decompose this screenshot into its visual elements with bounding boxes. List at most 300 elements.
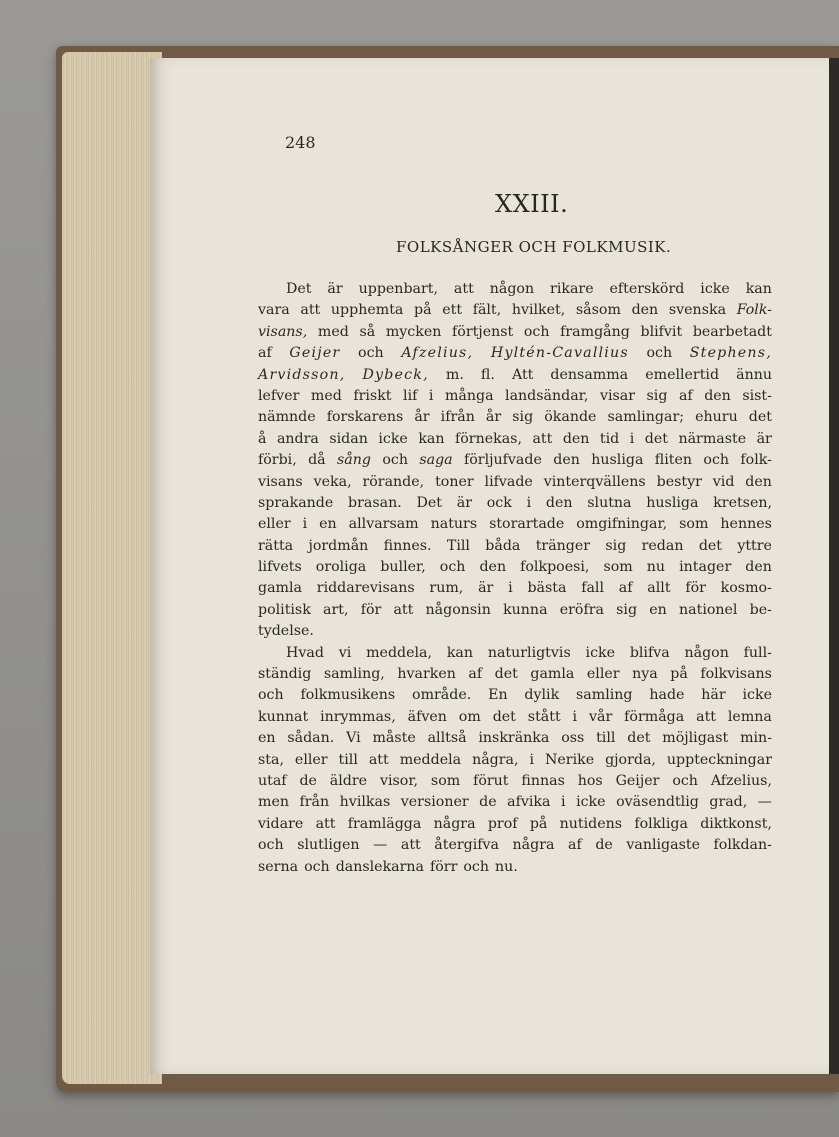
word: på bbox=[414, 302, 432, 319]
word: vinterqvällens bbox=[543, 473, 646, 490]
word: här bbox=[701, 687, 726, 704]
word: af bbox=[618, 580, 633, 597]
word: några bbox=[433, 815, 476, 832]
word: allt bbox=[647, 580, 671, 597]
word: å bbox=[258, 430, 267, 447]
text-line bbox=[258, 386, 772, 407]
word: sta, bbox=[258, 751, 284, 768]
text-line bbox=[258, 450, 772, 471]
word: eller bbox=[294, 751, 328, 768]
word: friskt bbox=[353, 387, 392, 404]
word: är bbox=[478, 580, 494, 597]
text-line bbox=[258, 750, 772, 771]
word: folkmusikens bbox=[300, 687, 396, 704]
word: vår bbox=[589, 708, 613, 725]
word: från bbox=[299, 794, 330, 811]
word: till bbox=[596, 730, 616, 747]
word: de bbox=[299, 772, 317, 789]
word: tid bbox=[599, 430, 620, 447]
word: förr bbox=[430, 858, 458, 875]
word: rikare bbox=[550, 281, 594, 297]
word: yttre bbox=[737, 537, 772, 554]
word: om bbox=[458, 708, 481, 725]
word: den bbox=[704, 387, 731, 404]
word: hos bbox=[577, 772, 603, 789]
word: hade bbox=[649, 687, 685, 704]
word: danslekarna bbox=[335, 858, 425, 875]
word: forskarens bbox=[326, 409, 404, 426]
text-line bbox=[258, 322, 772, 343]
word: Afzelius, bbox=[710, 772, 772, 789]
word: Folk- bbox=[736, 302, 772, 319]
word: och bbox=[463, 858, 489, 875]
word: många bbox=[444, 387, 494, 404]
word: ifrån bbox=[440, 409, 475, 426]
word: visans bbox=[258, 473, 303, 490]
word: och bbox=[703, 452, 730, 469]
word: serna bbox=[258, 858, 299, 875]
chapter-title: FOLKSÅNGER OCH FOLKMUSIK. bbox=[396, 238, 672, 256]
word: och bbox=[646, 345, 673, 362]
chapter-numeral: XXIII. bbox=[495, 190, 569, 218]
text-line bbox=[258, 429, 772, 450]
word: eller bbox=[586, 666, 620, 683]
text-line bbox=[258, 578, 772, 599]
word: Arvidsson, bbox=[258, 366, 346, 383]
word: ett bbox=[442, 302, 463, 319]
word: redan bbox=[641, 537, 684, 554]
word: jordmån bbox=[308, 537, 369, 554]
word: som bbox=[603, 559, 633, 576]
word: och bbox=[672, 772, 698, 789]
word: husliga bbox=[646, 494, 699, 511]
word: med bbox=[317, 323, 349, 340]
word: Stephens, bbox=[689, 345, 772, 362]
word: icke bbox=[576, 794, 606, 811]
text-line bbox=[258, 279, 772, 300]
word: och bbox=[304, 858, 330, 875]
word: allvarsam bbox=[348, 516, 419, 533]
word: fall bbox=[581, 580, 604, 597]
word: sist- bbox=[742, 387, 772, 404]
word: förljufvade bbox=[464, 452, 542, 469]
word: det bbox=[627, 730, 651, 747]
word: icke bbox=[700, 281, 730, 297]
word: på bbox=[670, 666, 688, 683]
word: gjorda, bbox=[605, 751, 656, 768]
text-line bbox=[258, 814, 772, 835]
word: det bbox=[748, 409, 772, 426]
word: det bbox=[644, 430, 668, 447]
word: nationel bbox=[679, 601, 738, 618]
word: naturligtvis bbox=[487, 644, 571, 661]
word: och bbox=[439, 559, 466, 576]
word: lif bbox=[403, 387, 418, 404]
word: i bbox=[302, 516, 308, 533]
word: icke bbox=[378, 430, 408, 447]
word: slutna bbox=[587, 494, 632, 511]
word: naturs bbox=[430, 516, 478, 533]
word: slutligen bbox=[297, 837, 360, 854]
text-line bbox=[258, 472, 772, 493]
word: art, bbox=[323, 601, 349, 618]
word: full- bbox=[743, 644, 772, 661]
word: i bbox=[508, 580, 513, 597]
word: sprakande bbox=[258, 494, 334, 511]
word: Dybeck, bbox=[362, 366, 429, 383]
word: att bbox=[315, 815, 336, 832]
word: den bbox=[745, 559, 772, 576]
word: nya bbox=[632, 666, 658, 683]
word: att bbox=[400, 837, 421, 854]
word: eröfra bbox=[559, 601, 604, 618]
word: förbi, bbox=[258, 452, 297, 469]
word: rum, bbox=[429, 580, 464, 597]
word: det bbox=[494, 666, 518, 683]
word: att bbox=[532, 430, 553, 447]
word: att bbox=[300, 302, 321, 319]
text-line bbox=[258, 300, 772, 321]
word: af bbox=[468, 666, 483, 683]
word: hvilkas bbox=[339, 794, 391, 811]
text-line bbox=[258, 728, 772, 749]
word: det bbox=[492, 708, 516, 725]
text-line bbox=[258, 685, 772, 706]
word: Det bbox=[416, 494, 442, 511]
word: förut bbox=[473, 772, 509, 789]
word: samlingar; bbox=[607, 409, 685, 426]
word: finnas bbox=[521, 772, 565, 789]
text-line bbox=[258, 707, 772, 728]
word: kosmo- bbox=[720, 580, 772, 597]
word: blifva bbox=[629, 644, 670, 661]
word: till bbox=[338, 751, 358, 768]
word: måste bbox=[372, 730, 416, 747]
text-line bbox=[258, 600, 772, 621]
word: för bbox=[685, 580, 706, 597]
word: kan bbox=[418, 430, 445, 447]
word: toner bbox=[435, 473, 474, 490]
word: som bbox=[679, 516, 709, 533]
word: sig bbox=[605, 537, 627, 554]
word: är bbox=[327, 281, 343, 297]
word: år bbox=[414, 409, 430, 426]
word: politisk bbox=[258, 601, 311, 618]
word: i bbox=[629, 430, 635, 447]
word: ehuru bbox=[695, 409, 738, 426]
word: fl. bbox=[480, 366, 495, 383]
word: i bbox=[526, 494, 532, 511]
word: af bbox=[258, 345, 272, 362]
word: framlägga bbox=[347, 815, 422, 832]
word: hvilket, bbox=[511, 302, 566, 319]
word: tydelse. bbox=[258, 623, 314, 640]
text-line bbox=[258, 792, 772, 813]
text-line bbox=[258, 343, 772, 364]
word: kunnat bbox=[258, 708, 309, 725]
word: den bbox=[479, 559, 507, 576]
word: område. bbox=[412, 687, 472, 704]
word: dylik bbox=[524, 687, 560, 704]
word: samling bbox=[576, 687, 633, 704]
word: lemna bbox=[727, 708, 772, 725]
word: finnes. bbox=[383, 537, 432, 554]
word: gamla bbox=[258, 580, 302, 597]
word: brasan. bbox=[348, 494, 402, 511]
word: möjligast bbox=[662, 730, 729, 747]
word: omgifningar, bbox=[576, 516, 668, 533]
word: grad, bbox=[709, 794, 748, 811]
word: utaf bbox=[258, 772, 287, 789]
text-line bbox=[258, 621, 772, 642]
word: för bbox=[360, 601, 382, 618]
word: vid bbox=[712, 473, 735, 490]
word: vi bbox=[338, 644, 352, 661]
word: kretsen, bbox=[713, 494, 772, 511]
word: med bbox=[310, 387, 342, 404]
word: rätta bbox=[258, 537, 294, 554]
word: och bbox=[382, 452, 408, 469]
word: är bbox=[756, 430, 772, 447]
word: meddela, bbox=[366, 644, 433, 661]
word: vara bbox=[258, 302, 290, 319]
word: Nerike bbox=[544, 751, 595, 768]
word: visar bbox=[599, 387, 636, 404]
word: det bbox=[698, 537, 722, 554]
page-edges bbox=[62, 52, 162, 1084]
word: kunna bbox=[503, 601, 548, 618]
word: den bbox=[545, 494, 573, 511]
word: sig bbox=[512, 409, 534, 426]
word: sådan. bbox=[287, 730, 335, 747]
word: kan bbox=[446, 644, 474, 661]
word: bearbetadt bbox=[692, 323, 772, 340]
word: och bbox=[358, 345, 384, 362]
word: hvarken bbox=[397, 666, 456, 683]
word: saga bbox=[419, 452, 453, 469]
word: stått bbox=[527, 708, 561, 725]
word: i bbox=[529, 751, 535, 768]
word: bestyr bbox=[656, 473, 702, 490]
word: diktkonst, bbox=[700, 815, 772, 832]
word: husliga bbox=[591, 452, 644, 469]
word: Det bbox=[286, 281, 312, 297]
word: Geijer bbox=[289, 345, 341, 362]
word: folk- bbox=[740, 452, 772, 469]
word: då bbox=[308, 452, 326, 469]
word: min- bbox=[740, 730, 772, 747]
word: i bbox=[428, 387, 434, 404]
word: förnekas, bbox=[455, 430, 522, 447]
word: inskränka bbox=[478, 730, 550, 747]
word: lifvade bbox=[484, 473, 533, 490]
word: Till bbox=[446, 537, 470, 554]
word: upphemta bbox=[330, 302, 404, 319]
word: hennes bbox=[720, 516, 772, 533]
word: folkpoesi, bbox=[520, 559, 590, 576]
word: icke bbox=[585, 644, 616, 661]
word: nämnde bbox=[258, 409, 316, 426]
word: folkliga bbox=[634, 815, 688, 832]
word: några, bbox=[472, 751, 519, 768]
word: Hyltén-Cavallius bbox=[490, 345, 629, 362]
word: uppteckningar bbox=[666, 751, 772, 768]
word: Geijer bbox=[615, 772, 660, 789]
word: storartade bbox=[489, 516, 565, 533]
word: efterskörd bbox=[609, 281, 685, 297]
word: några bbox=[512, 837, 555, 854]
word: Hvad bbox=[286, 644, 324, 661]
word: sig bbox=[646, 387, 668, 404]
word: fliten bbox=[654, 452, 693, 469]
word: äldre bbox=[329, 772, 368, 789]
word: sig bbox=[616, 601, 638, 618]
word: visor, bbox=[379, 772, 419, 789]
word: så bbox=[359, 323, 376, 340]
word: densamma bbox=[550, 366, 629, 383]
word: bästa bbox=[527, 580, 567, 597]
word: de bbox=[479, 794, 497, 811]
word: meddela bbox=[399, 751, 462, 768]
word: att bbox=[393, 601, 414, 618]
word: folkvisans bbox=[700, 666, 772, 683]
word: afvika bbox=[507, 794, 551, 811]
word: be- bbox=[749, 601, 772, 618]
word: andra bbox=[276, 430, 319, 447]
text-line bbox=[258, 643, 772, 664]
word: tränger bbox=[535, 537, 591, 554]
word: i bbox=[572, 708, 578, 725]
word: sidan bbox=[329, 430, 368, 447]
word: nutidens bbox=[559, 815, 623, 832]
word: förtjenst bbox=[452, 323, 514, 340]
word: båda bbox=[485, 537, 521, 554]
word: Att bbox=[511, 366, 534, 383]
word: närmaste bbox=[678, 430, 747, 447]
word: ökande bbox=[544, 409, 597, 426]
word: emellertid bbox=[645, 366, 720, 383]
text-line bbox=[258, 557, 772, 578]
word: och bbox=[258, 687, 284, 704]
word: den bbox=[562, 430, 590, 447]
word: den bbox=[745, 473, 772, 490]
word: rörande, bbox=[362, 473, 425, 490]
word: och bbox=[523, 323, 550, 340]
word: att bbox=[368, 751, 389, 768]
word: oss bbox=[561, 730, 585, 747]
word: nu. bbox=[495, 858, 518, 875]
word: en bbox=[258, 730, 276, 747]
word: att bbox=[696, 708, 716, 725]
word: år bbox=[485, 409, 502, 426]
word: gamla bbox=[530, 666, 575, 683]
word: de bbox=[595, 837, 613, 854]
word: en bbox=[649, 601, 667, 618]
word: en bbox=[319, 516, 337, 533]
word: förmåga bbox=[624, 708, 685, 725]
word: vidare bbox=[258, 815, 304, 832]
word: Afzelius, bbox=[401, 345, 474, 362]
word: såsom bbox=[575, 302, 621, 319]
text-line bbox=[258, 664, 772, 685]
word: ständig bbox=[258, 666, 312, 683]
word: inrymmas, bbox=[320, 708, 396, 725]
word: sång bbox=[337, 452, 371, 469]
word: men bbox=[258, 794, 289, 811]
word: någonsin bbox=[425, 601, 491, 618]
word: den bbox=[631, 302, 659, 319]
word: eller bbox=[258, 516, 291, 533]
text-line bbox=[258, 771, 772, 792]
word: återgifva bbox=[434, 837, 499, 854]
text-line bbox=[258, 493, 772, 514]
word: kan bbox=[745, 281, 772, 297]
word: framgång bbox=[560, 323, 630, 340]
word: m. bbox=[445, 366, 464, 383]
word: buller, bbox=[380, 559, 426, 576]
binding-strip bbox=[829, 58, 839, 1074]
word: En bbox=[488, 687, 508, 704]
word: af bbox=[678, 387, 693, 404]
word: ock bbox=[486, 494, 512, 511]
word: versioner bbox=[400, 794, 469, 811]
word: folkdan- bbox=[713, 837, 772, 854]
word: fält, bbox=[472, 302, 502, 319]
word: och bbox=[258, 837, 284, 854]
word: någon bbox=[489, 281, 535, 297]
word: visans, bbox=[258, 323, 308, 340]
word: — bbox=[757, 794, 772, 811]
word: — bbox=[373, 837, 388, 854]
word: är bbox=[456, 494, 472, 511]
word: intager bbox=[679, 559, 732, 576]
word: ännu bbox=[736, 366, 772, 383]
word: oväsendtlig bbox=[616, 794, 699, 811]
word: att bbox=[453, 281, 474, 297]
body-text bbox=[258, 279, 772, 878]
word: som bbox=[430, 772, 461, 789]
word: på bbox=[529, 815, 548, 832]
text-line bbox=[258, 514, 772, 535]
word: alltså bbox=[427, 730, 467, 747]
word: af bbox=[568, 837, 582, 854]
word: blifvit bbox=[640, 323, 683, 340]
text-line bbox=[258, 835, 772, 856]
word: den bbox=[553, 452, 580, 469]
word: mycken bbox=[385, 323, 442, 340]
word: lifvets bbox=[258, 559, 302, 576]
word: uppenbart, bbox=[358, 281, 438, 297]
word: i bbox=[561, 794, 566, 811]
word: samling, bbox=[323, 666, 385, 683]
word: icke bbox=[742, 687, 772, 704]
word: Vi bbox=[346, 730, 361, 747]
word: prof bbox=[487, 815, 518, 832]
word: svenska bbox=[668, 302, 727, 319]
word: äfven bbox=[407, 708, 447, 725]
word: lefver bbox=[258, 387, 300, 404]
text-line bbox=[258, 536, 772, 557]
word: någon bbox=[684, 644, 729, 661]
word: veka, bbox=[313, 473, 352, 490]
text-line bbox=[258, 857, 772, 878]
word: riddarevisans bbox=[316, 580, 415, 597]
word: oroliga bbox=[315, 559, 367, 576]
word: nu bbox=[646, 559, 666, 576]
text-line bbox=[258, 407, 772, 428]
word: vanligaste bbox=[626, 837, 700, 854]
text-line bbox=[258, 365, 772, 386]
